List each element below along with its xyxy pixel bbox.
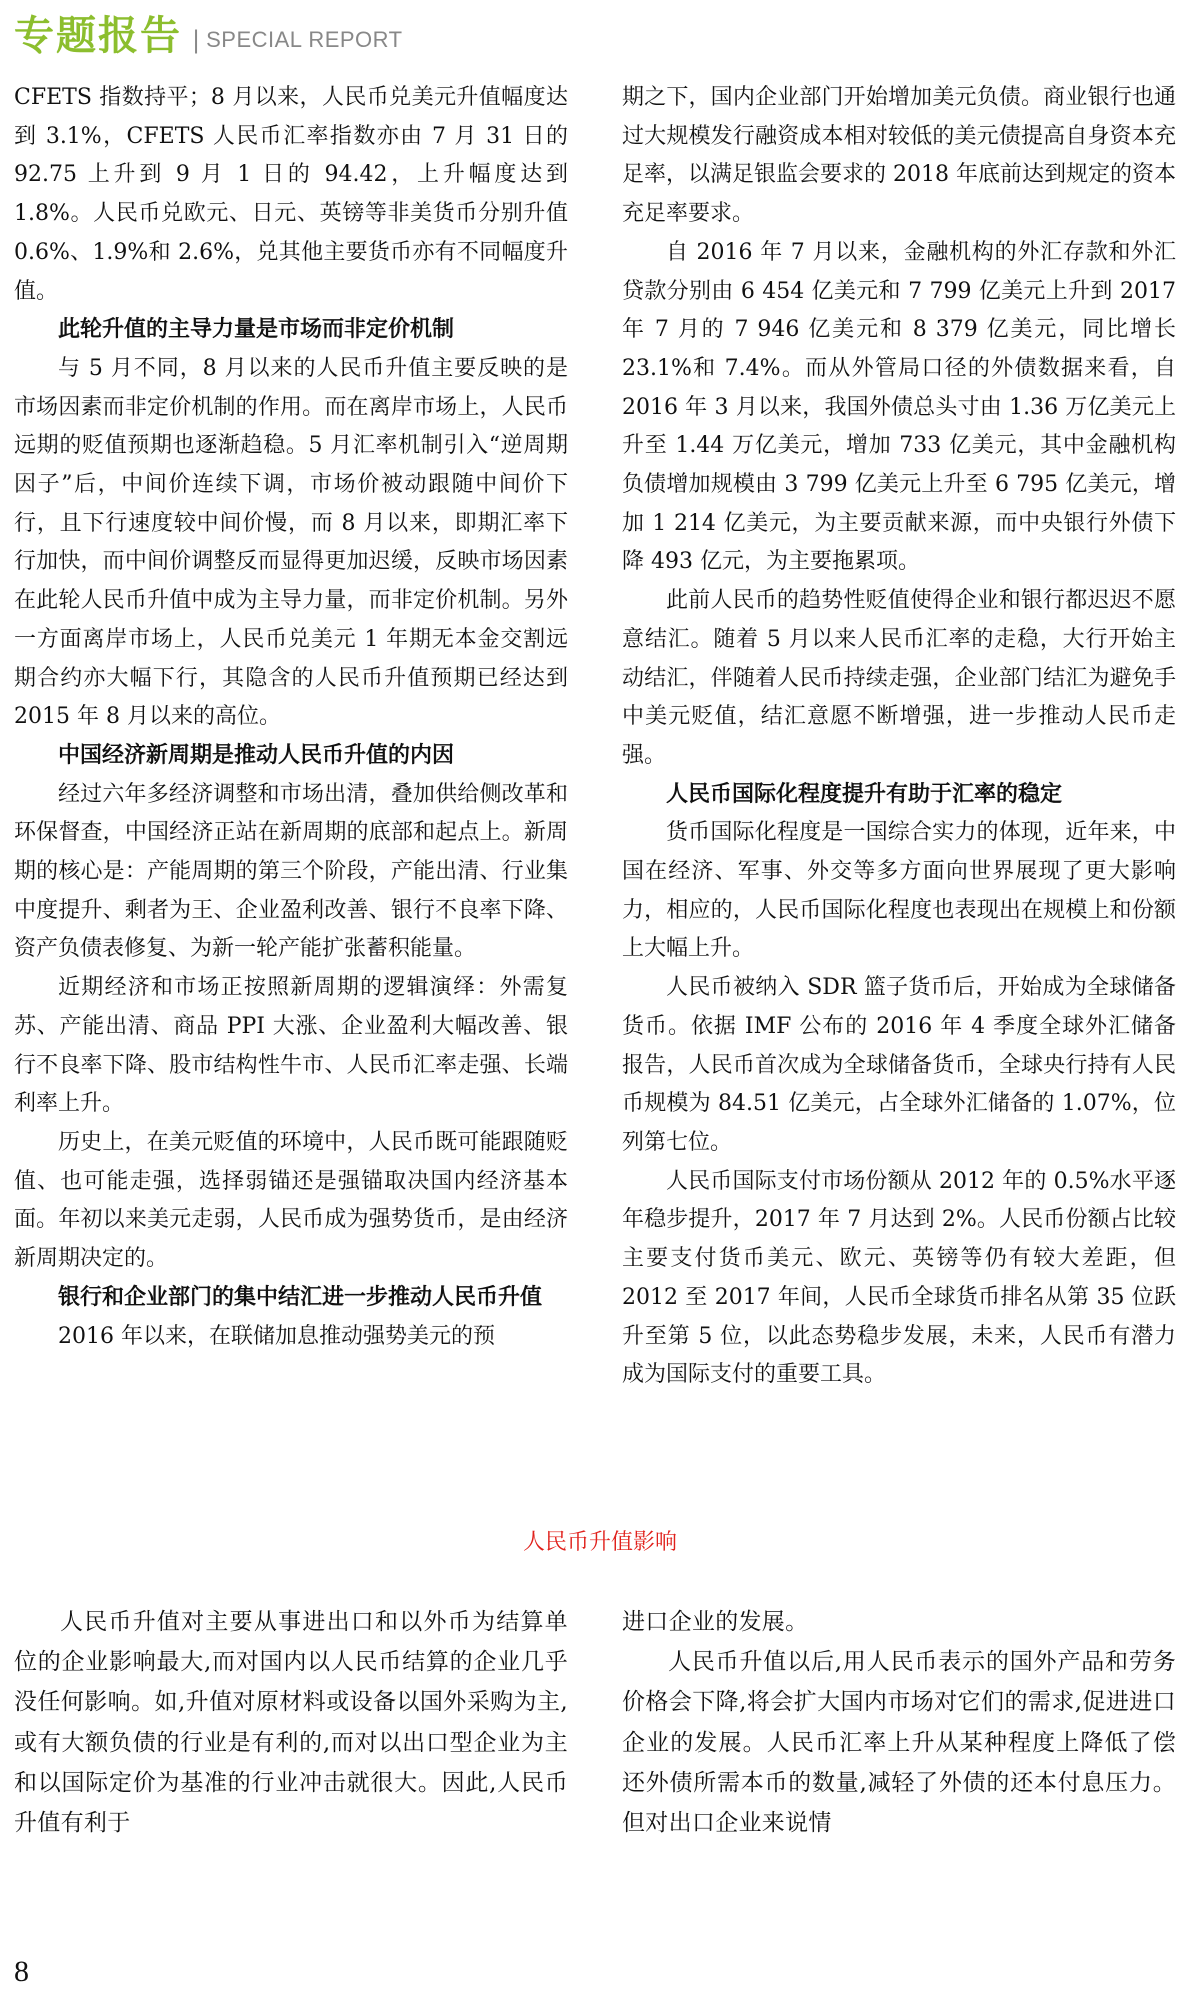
paragraph: 人民币升值对主要从事进出口和以外币为结算单位的企业影响最大,而对国内以人民币结算的企业几乎没任何影响。如,升值对原材料或设备以国外采购为主,或有大额负债的行业是有利的,而对以出口型企业为主和以国际定价为基准的行业冲击就很大。因此,人民币升值有利于 — [14, 1609, 568, 1837]
paragraph: 人民币被纳入 SDR 篮子货币后，开始成为全球储备货币。依据 IMF 公布的 2016 年 4 季度全球外汇储备报告，人民币首次成为全球储备货币，全球央行持有人民币规模为 84.51 亿美元，占全球外汇储备的 1.07%，位列第七位。 — [622, 975, 1176, 1155]
header-separator: | — [192, 26, 201, 54]
paragraph: 自 2016 年 7 月以来，金融机构的外汇存款和外汇贷款分别由 6 454 亿美元和 7 799 亿美元上升到 2017 年 7 月的 7 946 亿美元和 8 379 亿美元，同比增长 23.1%和 7.4%。而从外管局口径的外债数据来看，自 2016 年 3 月以来，我国外债总头寸由 1.36 万亿美元上升至 1.44 万亿美元，增加 733 亿美元，其中金融机构负债增加规模由 3 799 亿美元上升至 6 795 亿美元，增加 1 214 亿美元，为主要贡献来源，而中央银行外债下降 493 亿元，为主要拖累项。 — [622, 239, 1176, 575]
page-header — [14, 10, 403, 60]
column-right-lower — [622, 1602, 1176, 1843]
paragraph: 经过六年多经济调整和市场出清，叠加供给侧改革和环保督查，中国经济正站在新周期的底部和起点上。新周期的核心是：产能周期的第三个阶段，产能出清、行业集中度提升、剩者为王、企业盈利改善、银行不良率下降、资产负债表修复、为新一轮产能扩张蓄积能量。 — [14, 781, 568, 962]
subheading: 银行和企业部门的集中结汇进一步推动人民币升值 — [58, 1284, 543, 1310]
paragraph: 人民币升值以后,用人民币表示的国外产品和劳务价格会下降,将会扩大国内市场对它们的需求,促进进口企业的发展。人民币汇率上升从某种程度上降低了偿还外债所需本币的数量,减轻了外债的还本付息压力。但对出口企业来说情 — [622, 1649, 1176, 1837]
subheading: 中国经济新周期是推动人民币升值的内因 — [58, 742, 455, 768]
section-brand: 专题报告 — [14, 13, 182, 59]
paragraph: CFETS 指数持平；8 月以来，人民币兑美元升值幅度达到 3.1%，CFETS 人民币汇率指数亦由 7 月 31 日的 92.75 上升到 9 月 1 日的 94.42，上升幅度达到 1.8%。人民币兑欧元、日元、英镑等非美货币分别升值 0.6%、1.9%和 2.6%，兑其他主要货币亦有不同幅度升值。 — [14, 85, 568, 304]
paragraph: 近期经济和市场正按照新周期的逻辑演绎：外需复苏、产能出清、商品 PPI 大涨、企业盈利大幅改善、银行不良率下降、股市结构性牛市、人民币汇率走强、长端利率上升。 — [14, 975, 568, 1117]
page-number: 8 — [14, 1955, 29, 1988]
paragraph: 与 5 月不同，8 月以来的人民币升值主要反映的是市场因素而非定价机制的作用。而在离岸市场上，人民币远期的贬值预期也逐渐趋稳。5 月汇率机制引入“逆周期因子”后，中间价连续下调，市场价被动跟随中间价下行，且下行速度较中间价慢，而 8 月以来，即期汇率下行加快，而中间价调整反而显得更加迟缓，反映市场因素在此轮人民币升值中成为主导力量，而非定价机制。另外一方面离岸市场上，人民币兑美元 1 年期无本金交割远期合约亦大幅下行，其隐含的人民币升值预期已经达到 2015 年 8 月以来的高位。 — [14, 355, 568, 730]
subheading: 人民币国际化程度提升有助于汇率的稳定 — [666, 781, 1063, 807]
section-english-label: SPECIAL REPORT — [206, 27, 403, 52]
paragraph: 人民币国际支付市场份额从 2012 年的 0.5%水平逐年稳步提升，2017 年 7 月达到 2%。人民币份额占比较主要支付货币美元、欧元、英镑等仍有较大差距，但 2012 至 2017 年间，人民币全球货币排名从第 35 位跃升至第 5 位，以此态势稳步发展，未来，人民币有潜力成为国际支付的重要工具。 — [622, 1168, 1176, 1388]
column-left — [14, 79, 568, 1356]
paragraph: 期之下，国内企业部门开始增加美元负债。商业银行也通过大规模发行融资成本相对较低的美元债提高自身资本充足率，以满足银监会要求的 2018 年底前达到规定的资本充足率要求。 — [622, 85, 1176, 227]
paragraph: 此前人民币的趋势性贬值使得企业和银行都迟迟不愿意结汇。随着 5 月以来人民币汇率的走稳，大行开始主动结汇，伴随着人民币持续走强，企业部门结汇为避免手中美元贬值，结汇意愿不断增强，进一步推动人民币走强。 — [622, 588, 1176, 768]
subheading: 此轮升值的主导力量是市场而非定价机制 — [58, 317, 455, 343]
paragraph: 货币国际化程度是一国综合实力的体现，近年来，中国在经济、军事、外交等多方面向世界展现了更大影响力，相应的，人民币国际化程度也表现出在规模上和份额上大幅上升。 — [622, 820, 1176, 962]
paragraph: 历史上，在美元贬值的环境中，人民币既可能跟随贬值、也可能走强，选择弱锚还是强锚取决国内经济基本面。年初以来美元走弱，人民币成为强势货币，是由经济新周期决定的。 — [14, 1129, 568, 1272]
section-title: 人民币升值影响 — [522, 1530, 677, 1555]
column-right — [622, 79, 1176, 1395]
column-left-lower — [14, 1602, 568, 1843]
paragraph: 进口企业的发展。 — [622, 1609, 809, 1635]
paragraph: 2016 年以来，在联储加息推动强势美元的预 — [58, 1323, 495, 1349]
